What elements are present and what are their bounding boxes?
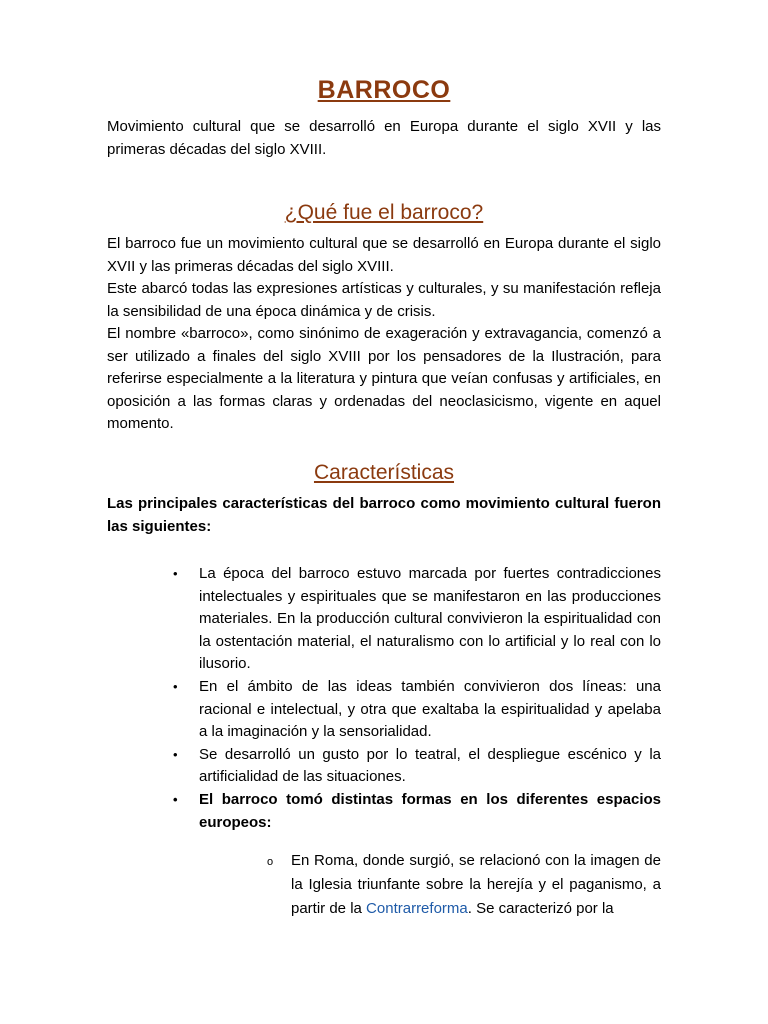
sub-list-item	[267, 849, 661, 921]
characteristics-list	[173, 563, 661, 834]
section-heading-caracteristicas: Características	[313, 461, 455, 484]
section1-paragraph-3: El nombre «barroco», como sinónimo de exageración y extravagancia, comenzó a ser utilizado a finales del siglo XVIII por los pensadores de la Ilustración, para referirse especialmente a la literatura y pintura que veían confusas y artificiales, en oposición a las formas claras y ordenadas del neoclasicismo, vigente en aquel momento.	[107, 325, 661, 433]
list-item	[173, 744, 661, 789]
list-item	[173, 676, 661, 744]
sub-item-text-start: En Roma, donde surgió, se relacionó con la imagen de la Iglesia triunfante sobre la herejía y el paganismo, a partir de la	[291, 852, 661, 917]
document-title: BARROCO	[317, 76, 451, 104]
bullet-icon: •	[173, 791, 178, 807]
circle-bullet-icon: o	[267, 856, 274, 868]
list-item	[173, 789, 661, 834]
list-item	[173, 563, 661, 676]
bullet-icon: •	[173, 746, 178, 762]
list-item-text: Se desarrolló un gusto por lo teatral, el despliegue escénico y la artificialidad de las situaciones.	[199, 745, 661, 786]
contrarreforma-link[interactable]: Contrarreforma	[366, 900, 468, 917]
intro-paragraph: Movimiento cultural que se desarrolló en Europa durante el siglo XVII y las primeras décadas del siglo XVIII.	[107, 118, 661, 158]
bullet-icon: •	[173, 678, 178, 694]
list-item-text: En el ámbito de las ideas también convivieron dos líneas: una racional e intelectual, y otra que exaltaba la espiritualidad y apelaba a la imaginación y la sensorialidad.	[199, 677, 661, 741]
sub-list	[267, 849, 661, 921]
list-item-text: La época del barroco estuvo marcada por fuertes contradicciones intelectuales y espirituales que se manifestaron en las producciones materiales. En la producción cultural convivieron la espiritualidad con la ostentación material, el naturalismo con lo artificial y lo real con lo ilusorio.	[199, 565, 661, 673]
section1-paragraph-1: El barroco fue un movimiento cultural que se desarrolló en Europa durante el siglo XVII y las primeras décadas del siglo XVIII.	[107, 235, 661, 275]
bullet-icon: •	[173, 566, 178, 581]
section2-lead: Las principales características del barroco como movimiento cultural fueron las siguientes:	[107, 495, 661, 535]
sub-item-text-end: . Se caracterizó por la	[467, 900, 614, 917]
list-item-text: El barroco tomó distintas formas en los diferentes espacios europeos:	[199, 790, 661, 831]
section1-paragraph-2: Este abarcó todas las expresiones artísticas y culturales, y su manifestación refleja la sensibilidad de una época dinámica y de crisis.	[107, 280, 661, 320]
section-heading-que-fue: ¿Qué fue el barroco?	[284, 201, 484, 224]
